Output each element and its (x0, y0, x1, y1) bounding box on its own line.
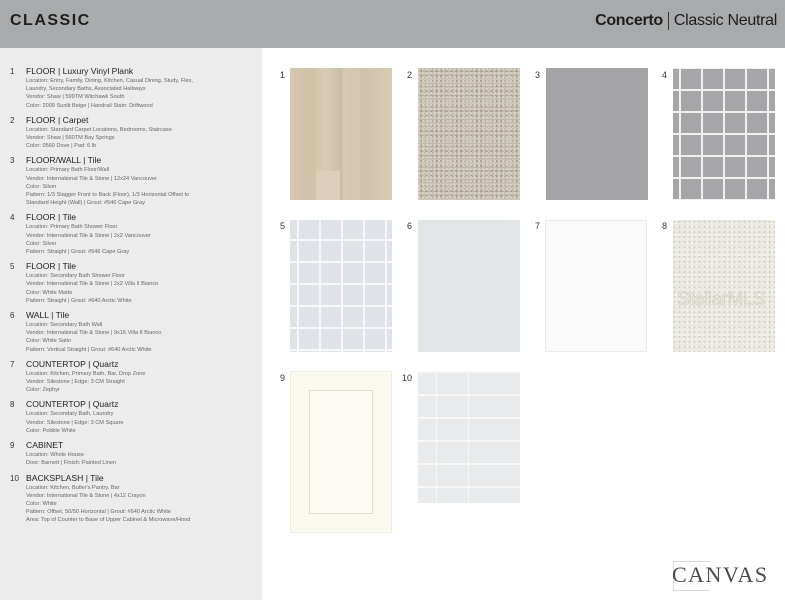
spec-item (10, 212, 254, 256)
spec-number: 9 (10, 441, 15, 451)
swatch-number: 6 (407, 221, 413, 231)
spec-line: Color: 0560 Dove | Pad: 6 lb (26, 143, 97, 150)
swatch-number: 9 (280, 373, 286, 383)
spec-line: Color: White Matte (26, 289, 73, 296)
spec-title: FLOOR | Tile (26, 261, 76, 272)
spec-line: Color: Silver (26, 240, 57, 247)
spec-item (10, 115, 254, 151)
spec-line: Color: Pebble White (26, 427, 76, 434)
swatch-number: 1 (280, 70, 286, 80)
collection-scheme: Classic Neutral (673, 12, 777, 29)
spec-number: 8 (10, 400, 15, 410)
brand-title: CLASSIC (10, 12, 91, 29)
swatch-image (546, 68, 648, 200)
spec-line: Vendor: Silestone | Edge: 3 CM Straight (26, 379, 125, 386)
spec-number: 3 (10, 156, 15, 166)
spec-line: Location: Kitchen, Primary Bath, Bar, Drop Zone (26, 370, 146, 377)
spec-item (10, 399, 254, 435)
spec-line: Color: White (26, 500, 57, 507)
header-bar (0, 0, 785, 48)
spec-line: Location: Entry, Family, Dining, Kitchen, Casual Dining, Study, Flex, (26, 78, 193, 84)
swatch-image (290, 371, 392, 533)
swatch-image (418, 220, 520, 352)
spec-line: Location: Secondary Bath Wall (26, 322, 103, 329)
spec-number: 10 (10, 473, 19, 483)
spec-title: BACKSPLASH | Tile (26, 472, 104, 483)
spec-line: Vendor: International Tile & Stone | 9x16 Villa II Bianco (26, 330, 162, 337)
spec-title: FLOOR | Luxury Vinyl Plank (26, 66, 134, 76)
spec-line: Pattern: Straight | Grout: #640 Arctic White (26, 297, 132, 304)
spec-number: 6 (10, 311, 15, 321)
spec-line: Location: Standard Carpet Locations, Bedrooms, Staircase (26, 126, 172, 133)
spec-line: Vendor: International Tile & Stone | 2x2 Villa II Bianco (26, 281, 159, 288)
spec-item (10, 66, 254, 110)
swatch-number: 4 (662, 70, 668, 80)
spec-title: FLOOR/WALL | Tile (26, 155, 102, 166)
spec-number: 5 (10, 262, 15, 272)
spec-item (10, 155, 254, 207)
spec-line: Color: White Satin (26, 338, 72, 345)
spec-number: 4 (10, 213, 15, 223)
collection-title (595, 12, 777, 30)
spec-line: Location: Secondary Bath, Laundry (26, 411, 114, 418)
spec-line: Pattern: Straight | Grout: #546 Cape Gray (26, 249, 130, 256)
spec-line: Standard Height (Wall) | Grout: #546 Cape Gray (26, 200, 146, 207)
swatch-number: 8 (662, 221, 668, 231)
spec-title: COUNTERTOP | Quartz (26, 399, 119, 410)
swatch-image (545, 220, 647, 352)
swatch-image (290, 220, 392, 352)
spec-number: 7 (10, 359, 15, 369)
spec-item (10, 359, 254, 395)
spec-line: Door: Barnett | Finish: Painted Linen (26, 460, 117, 467)
canvas-logo: CANVAS (672, 562, 769, 587)
swatch-number: 2 (407, 70, 413, 80)
swatch-image (418, 371, 520, 503)
spec-item (10, 473, 254, 525)
swatch-number: 5 (280, 221, 286, 231)
spec-line: Color: Zephyr (26, 387, 60, 394)
spec-line: Pattern: 1/3 Stagger Front to Back (Floor), 1/3 Horizontal Offset to (26, 192, 190, 199)
spec-line: Color: Silver (26, 183, 57, 190)
spec-list (0, 48, 262, 600)
swatch-number: 7 (535, 221, 541, 231)
spec-line: Color: 2099 Sunlit Beige | Handrail Stain: Driftwood (26, 102, 153, 109)
spec-line: Vendor: International Tile & Stone | 12x24 Vancouver (26, 175, 158, 182)
spec-item (10, 310, 254, 354)
spec-number: 2 (10, 115, 15, 125)
watermark: StellarMLS (677, 289, 765, 310)
swatch-image (418, 68, 520, 200)
spec-line: Location: Primary Bath Floor/Wall (26, 167, 110, 174)
spec-title: FLOOR | Carpet (26, 114, 89, 125)
spec-line: Pattern: Offset, 50/50 Horizontal | Grout: #640 Arctic White (26, 509, 171, 516)
spec-title: COUNTERTOP | Quartz (26, 358, 119, 369)
spec-line: Vendor: Shaw | 560TM Bay Springs (26, 135, 115, 142)
swatch-number: 3 (535, 70, 541, 80)
spec-line: Location: Kitchen, Butler's Pantry, Bar (26, 484, 120, 491)
spec-line: Vendor: International Tile & Stone | 4x12 Crayon (26, 492, 146, 499)
spec-line: Location: Secondary Bath Shower Floor (26, 273, 125, 280)
swatch-image (673, 68, 775, 200)
swatch-image (673, 220, 775, 352)
spec-item (10, 440, 254, 467)
collection-name: Concerto (595, 12, 663, 29)
spec-title: CABINET (26, 440, 64, 451)
title-divider (668, 12, 669, 30)
spec-line: Location: Whole House (26, 452, 84, 459)
swatch-number: 10 (402, 373, 413, 383)
spec-number: 1 (10, 67, 15, 76)
spec-line: Vendor: International Tile & Stone | 2x2 Vancouver (26, 232, 151, 239)
spec-title: FLOOR | Tile (26, 212, 76, 223)
spec-line: Area: Top of Counter to Base of Upper Cabinet & Microwave/Hood (26, 517, 191, 524)
spec-line: Vendor: Silestone | Edge: 3 CM Square (26, 419, 124, 426)
spec-line: Location: Primary Bath Shower Floor (26, 224, 118, 231)
spec-line: Vendor: Shaw | 599TM Witchawk South (26, 94, 125, 101)
swatch-image (290, 68, 392, 200)
spec-item (10, 261, 254, 305)
spec-line: Laundry, Secondary Baths, Associated Hallways (26, 86, 146, 93)
spec-line: Pattern: Vertical Straight | Grout: #640 Arctic White (26, 346, 152, 353)
spec-title: WALL | Tile (26, 310, 70, 321)
